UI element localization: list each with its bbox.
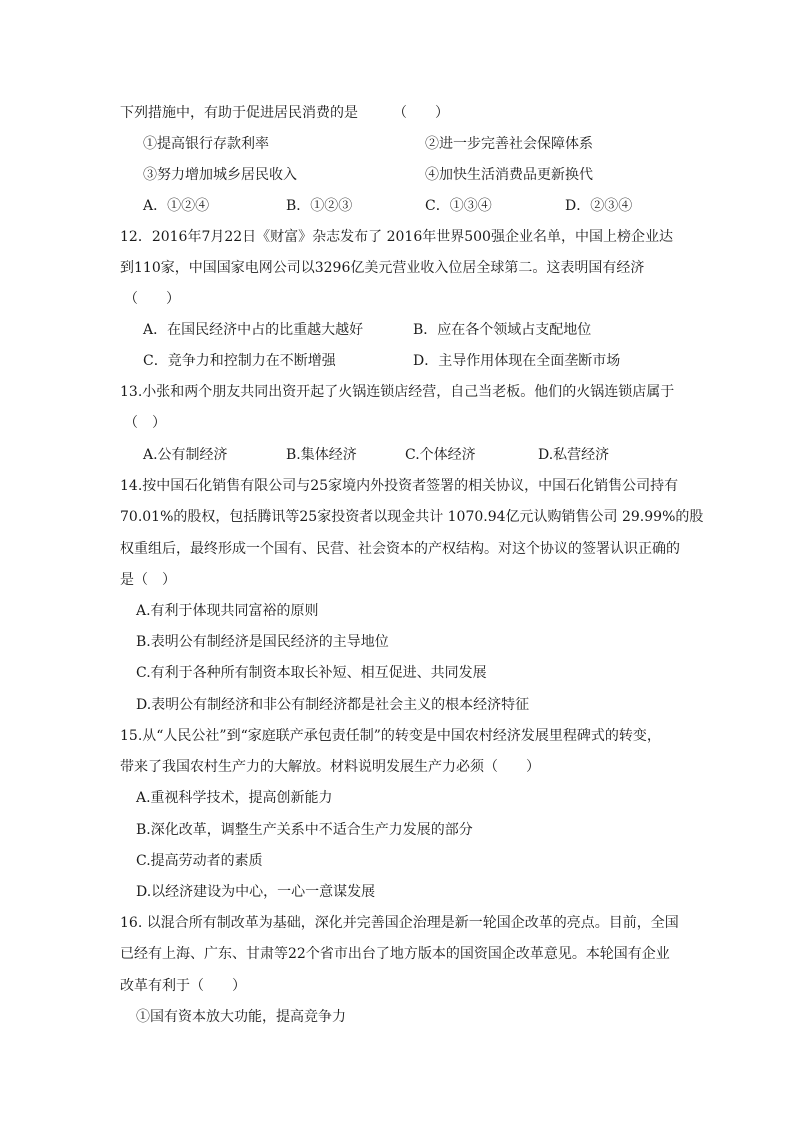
q14-option-a: A.有利于体现共同富裕的原则 <box>136 603 319 619</box>
q12-option-a: A．在国民经济中占的比重越大越好 <box>143 322 364 338</box>
q15-option-d: D.以经济建设为中心，一心一意谋发展 <box>136 884 376 900</box>
question-15-stem-line-2: 带来了我国农村生产力的大解放。材料说明发展生产力必须（ ） <box>120 759 540 775</box>
q12-option-d: D．主导作用体现在全面垄断市场 <box>413 353 621 369</box>
q15-option-a: A.重视科学技术，提高创新能力 <box>136 790 333 806</box>
question-11-stem: 下列措施中，有助于促进居民消费的是 （ ） <box>120 105 449 121</box>
q14-option-b: B.表明公有制经济是国民经济的主导地位 <box>136 634 389 650</box>
question-14-stem-line-2: 70.01%的股权，包括腾讯等25家投资者以现金共计 1070.94亿元认购销售公司 29.99%的股 <box>120 509 704 525</box>
question-14-stem-line-1: 14.按中国石化销售有限公司与25家境内外投资者签署的相关协议，中国石化销售公司持有 <box>120 478 679 494</box>
question-16-stem-line-1: 16. 以混合所有制改革为基础，深化并完善国企治理是新一轮国企改革的亮点。目前，全国 <box>120 915 679 931</box>
q13-option-b: B.集体经济 <box>286 447 357 463</box>
question-14-stem-line-4: 是（ ） <box>120 572 176 588</box>
q11-option-b: B．①②③ <box>286 198 353 214</box>
q11-option-a: A．①②④ <box>143 198 210 214</box>
q12-option-c: C．竞争力和控制力在不断增强 <box>143 353 336 369</box>
q11-choice-3: ③努力增加城乡居民收入 <box>143 167 297 183</box>
q13-option-c: C.个体经济 <box>405 447 476 463</box>
q11-option-c: C．①③④ <box>425 198 492 214</box>
q14-option-d: D.表明公有制经济和非公有制经济都是社会主义的根本经济特征 <box>136 697 530 713</box>
q11-option-d: D．②③④ <box>565 198 633 214</box>
q11-choice-4: ④加快生活消费品更新换代 <box>425 167 593 183</box>
question-12-stem-line-1: 12．2016年7月22日《财富》杂志发布了 2016年世界500强企业名单，中国上榜企业达 <box>120 229 673 245</box>
question-14-stem-line-3: 权重组后，最终形成一个国有、民营、社会资本的产权结构。对这个协议的签署认识正确的 <box>120 541 680 557</box>
question-15-stem-line-1: 15.从“人民公社”到“家庭联产承包责任制”的转变是中国农村经济发展里程碑式的转变， <box>120 728 661 744</box>
question-12-stem-line-3: （ ） <box>124 291 180 307</box>
question-13-stem-line-2: （ ） <box>124 415 166 431</box>
q14-option-c: C.有利于各种所有制资本取长补短、相互促进、共同发展 <box>136 665 487 681</box>
q13-option-d: D.私营经济 <box>538 447 610 463</box>
q15-option-c: C.提高劳动者的素质 <box>136 853 263 869</box>
q13-option-a: A.公有制经济 <box>143 447 228 463</box>
question-12-stem-line-2: 到110家，中国国家电网公司以3296亿美元营业收入位居全球第二。这表明国有经济 <box>120 260 645 276</box>
question-13-stem-line-1: 13.小张和两个朋友共同出资开起了火锅连锁店经营，自己当老板。他们的火锅连锁店属于 <box>120 384 675 400</box>
q11-choice-2: ②进一步完善社会保障体系 <box>425 136 593 152</box>
q16-choice-1: ①国有资本放大功能，提高竞争力 <box>136 1009 346 1025</box>
q12-option-b: B．应在各个领域占支配地位 <box>413 322 592 338</box>
question-16-stem-line-3: 改革有利于（ ） <box>120 978 246 994</box>
q11-choice-1: ①提高银行存款利率 <box>143 136 269 152</box>
q15-option-b: B.深化改革，调整生产关系中不适合生产力发展的部分 <box>136 822 473 838</box>
question-16-stem-line-2: 已经有上海、广东、甘肃等22个省市出台了地方版本的国资国企改革意见。本轮国有企业 <box>120 946 670 962</box>
